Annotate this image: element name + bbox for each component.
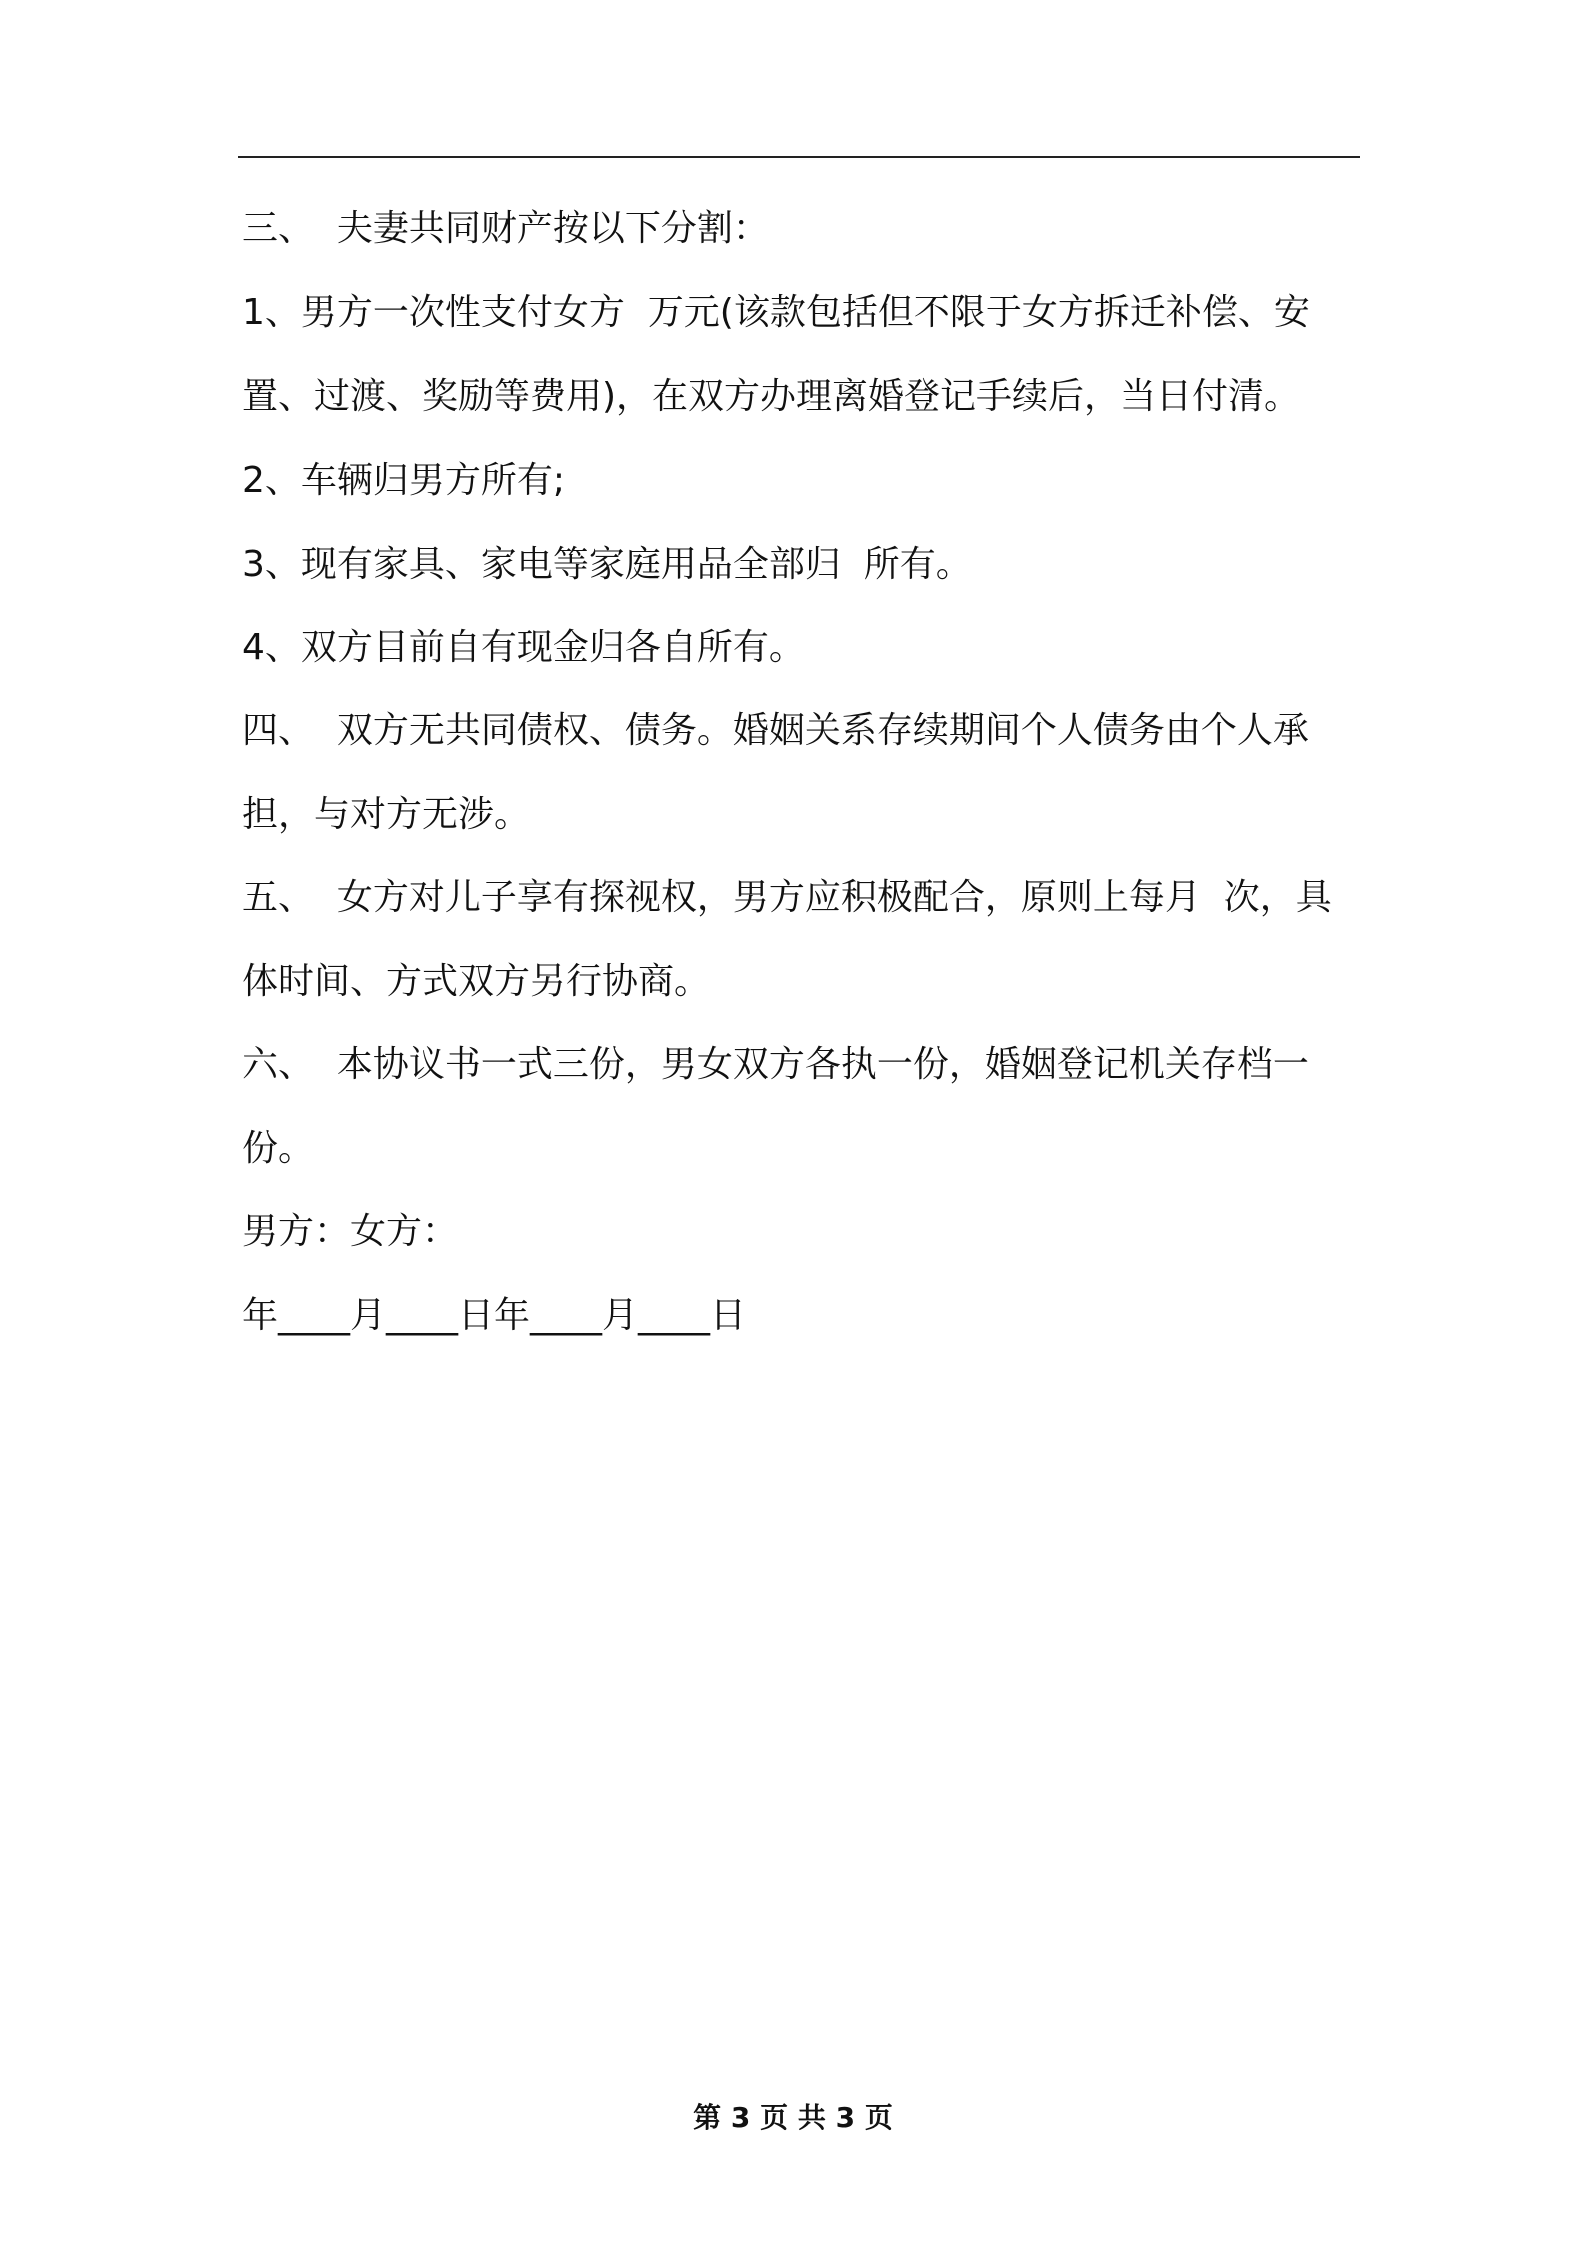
header-rule	[238, 156, 1360, 158]
section-5-line-2: 体时间、方式双方另行协商。	[242, 961, 711, 1002]
signature-line: 男方：女方：	[242, 1211, 459, 1252]
item-1-line-1: 1、男方一次性支付女方 万元(该款包括但不限于女方拆迁补偿、安	[242, 292, 1310, 333]
section-4-line-1: 四、 双方无共同债权、债务。婚姻关系存续期间个人债务由个人承	[242, 710, 1309, 751]
item-2: 2、车辆归男方所有;	[242, 460, 566, 501]
date-line: 年____月____日年____月____日	[242, 1295, 747, 1336]
section-6-line-2: 份。	[242, 1128, 315, 1169]
section-6-line-1: 六、 本协议书一式三份，男女双方各执一份，婚姻登记机关存档一	[242, 1044, 1309, 1085]
page-number-footer: 第 3 页 共 3 页	[693, 2101, 893, 2134]
section-5-line-1: 五、 女方对儿子享有探视权，男方应积极配合，原则上每月 次，具	[242, 877, 1332, 918]
section-3-heading: 三、 夫妻共同财产按以下分割：	[242, 208, 769, 249]
item-1-line-2: 置、过渡、奖励等费用)，在双方办理离婚登记手续后，当日付清。	[242, 376, 1301, 417]
section-4-line-2: 担，与对方无涉。	[242, 794, 531, 835]
item-3: 3、现有家具、家电等家庭用品全部归 所有。	[242, 544, 972, 585]
item-4: 4、双方目前自有现金归各自所有。	[242, 627, 805, 668]
